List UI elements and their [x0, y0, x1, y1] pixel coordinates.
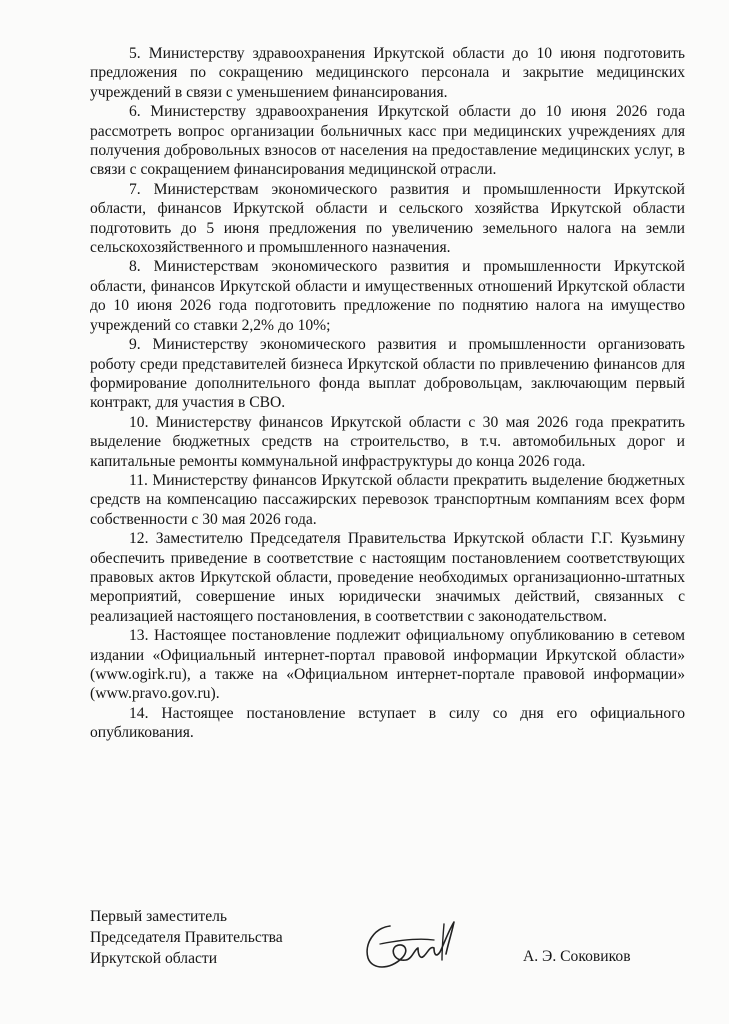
signatory-title-line: Первый заместитель	[90, 908, 228, 925]
handwritten-signature-image	[360, 914, 460, 976]
paragraph-item-7: 7. Министерствам экономического развития и промышленности Иркутской области, финансов Иркутской области и сельского хозяйства Иркутской области подготовить до 5 июня предложения по увеличению земельного налога на земли сельскохозяйственного и промышленного назначения.	[90, 180, 685, 257]
paragraph-item-8: 8. Министерствам экономического развития и промышленности Иркутской области, финансов Иркутской области и имущественных отношений Иркутской области до 10 июня 2026 года подготовить предложение по поднятию налога на имущество учреждений со ставки 2,2% до 10%;	[90, 258, 685, 334]
paragraph-item-9: 9. Министерству экономического развития и промышленности организовать роботу среди представителей бизнеса Иркутской области по привлечению финансов для формирование дополнительного фонда выплат добровольцам, заключающим первый контракт, для участия в СВО.	[90, 336, 685, 412]
signatory-title	[90, 906, 283, 969]
paragraph-list	[90, 44, 685, 743]
paragraph-item-10: 10. Министерству финансов Иркутской области с 30 мая 2026 года прекратить выделение бюджетных средств на строительство, в т.ч. автомобильных дорог и капитальные ремонты коммунальной инфраструктуры до конца 2026 года.	[90, 413, 685, 470]
paragraph-item-5: 5. Министерству здравоохранения Иркутской области до 10 июня подготовить предложения по сокращению медицинского персонала и закрытие медицинских учреждений в связи с уменьшением финансирования.	[90, 45, 685, 101]
signatory-title-line: Председателя Правительства	[90, 929, 283, 946]
paragraph-item-11: 11. Министерству финансов Иркутской области прекратить выделение бюджетных средств на компенсацию пассажирских перевозок транспортным компаниям всех форм собственности с 30 мая 2026 года.	[90, 471, 685, 528]
paragraph-item-6: 6. Министерству здравоохранения Иркутской области до 10 июня 2026 года рассмотреть вопрос организации больничных касс при медицинских учреждениях для получения добровольных взносов от населения на предоставление медицинских услуг, в связи с сокращением финансирования медицинской отрасли.	[90, 103, 685, 179]
paragraph-item-12: 12. Заместителю Председателя Правительства Иркутской области Г.Г. Кузьмину обеспечить приведение в соответствие с настоящим постановлением соответствующих правовых актов Иркутской области, проведение необходимых организационно-штатных мероприятий, совершение иных юридически значимых действий, связанных с реализацией настоящего постановления, в соответствии с законодательством.	[90, 530, 685, 625]
signature-block	[90, 906, 690, 976]
signatory-title-line: Иркутской области	[90, 950, 218, 967]
signatory-name: А. Э. Соковиков	[523, 948, 631, 965]
paragraph-item-13: 13. Настоящее постановление подлежит официальному опубликованию в сетевом издании «Официальный интернет-портал правовой информации Иркутской области» (www.ogirk.ru), а также на «Официальном интернет-портале правовой информации» (www.pravo.gov.ru).	[90, 627, 685, 703]
paragraph-item-14: 14. Настоящее постановление вступает в силу со дня его официального опубликования.	[90, 704, 685, 742]
